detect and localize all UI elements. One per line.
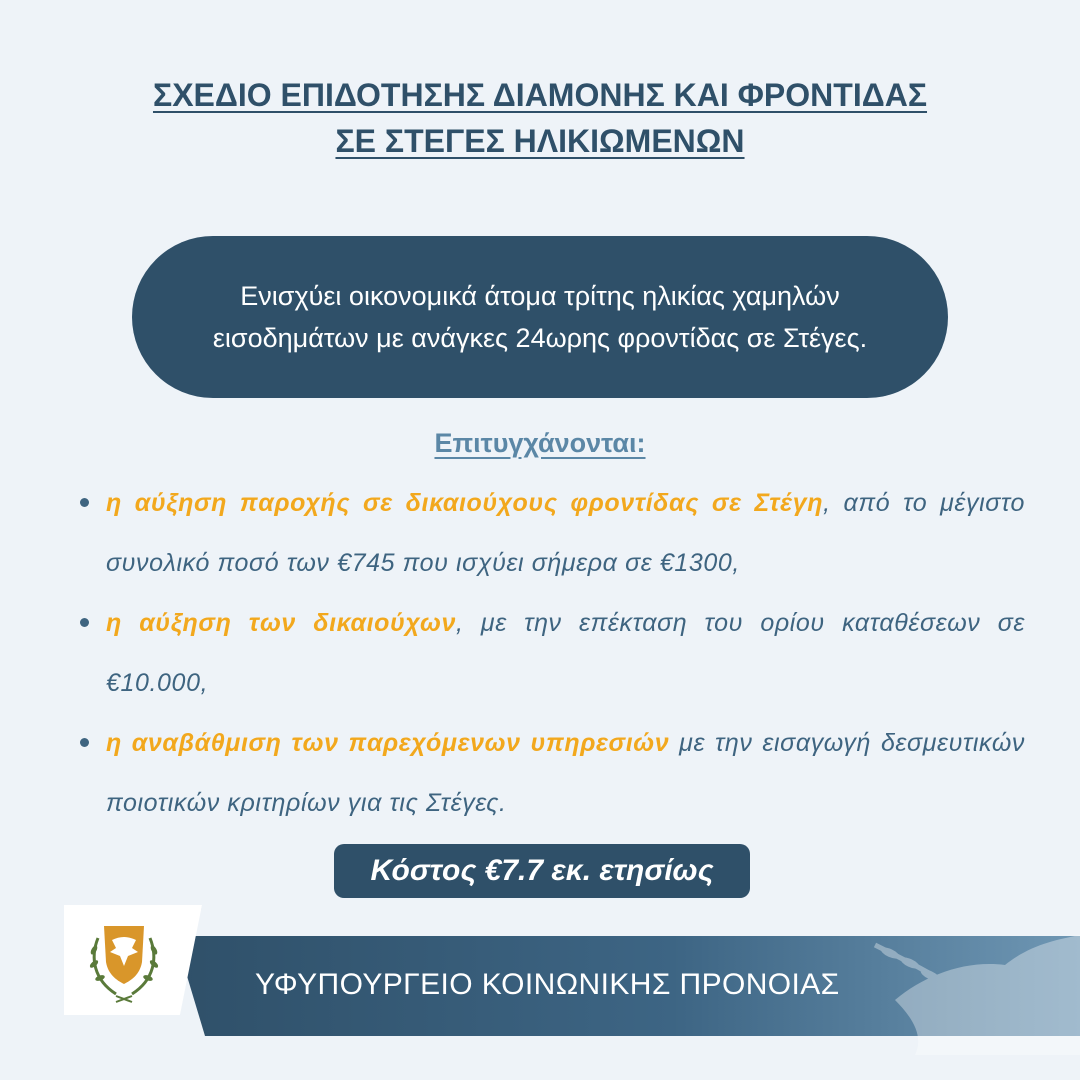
summary-pill [132,236,948,398]
bullet-dot-icon [80,498,89,507]
benefit-text: με την εισαγωγή δεσμευτικών ποιοτικών κριτηρίων για τις Στέγες. [106,729,1025,817]
benefits-list [80,473,1025,833]
bullet-dot-icon [80,738,89,747]
summary-line-2: εισοδημάτων με ανάγκες 24ωρης φροντίδας σε Στέγες. [212,323,868,353]
benefit-item-1 [80,473,1025,593]
benefit-item-2 [80,593,1025,713]
page-title-line-2: ΣΕ ΣΤΕΓΕΣ ΗΛΙΚΙΩΜΕΝΩΝ [335,123,745,159]
ministry-name: ΥΦΥΠΟΥΡΓΕΙΟ ΚΟΙΝΩΝΙΚΗΣ ΠΡΟΝΟΙΑΣ [255,968,840,1001]
benefit-text: , από το μέγιστο συνολικό ποσό των €745 που ισχύει σήμερα σε €1300, [106,489,1026,577]
cyprus-coat-of-arms-icon [82,918,166,1004]
achieved-heading: Επιτυγχάνονται: [434,428,646,458]
bullet-dot-icon [80,618,89,627]
benefit-highlight: η αύξηση των δικαιούχων [106,609,457,637]
page-title-line-1: ΣΧΕΔΙΟ ΕΠΙΔΟΤΗΣΗΣ ΔΙΑΜΟΝΗΣ ΚΑΙ ΦΡΟΝΤΙΔΑΣ [152,77,928,113]
benefit-highlight: η αναβάθμιση των παρεχόμενων υπηρεσιών [106,729,670,757]
cost-badge: Κόστος €7.7 εκ. ετησίως [334,844,750,898]
dove-olive-branch-icon [855,905,1080,1055]
page-title [0,72,1080,164]
benefit-item-3 [80,713,1025,833]
benefit-text: , με την επέκταση του ορίου καταθέσεων σε €10.000, [106,609,1025,697]
summary-line-1: Ενισχύει οικονομικά άτομα τρίτης ηλικίας χαμηλών [240,281,840,311]
benefit-highlight: η αύξηση παροχής σε δικαιούχους φροντίδας σε Στέγη [106,489,824,517]
